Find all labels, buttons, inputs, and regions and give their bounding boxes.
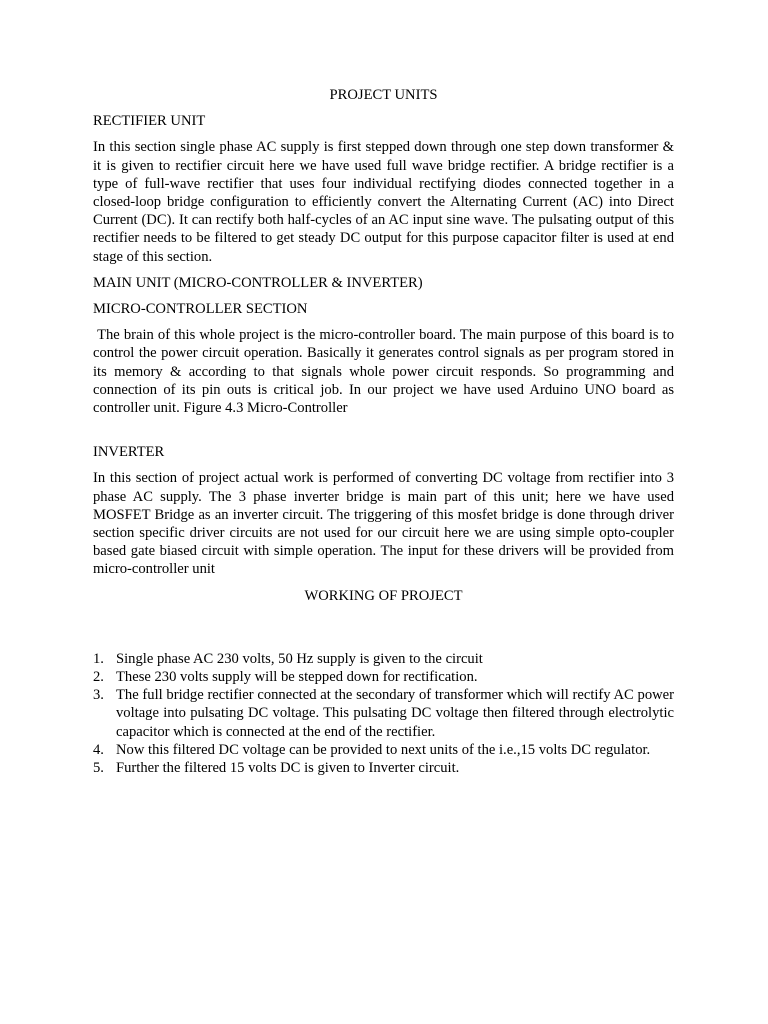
list-item-text: Further the filtered 15 volts DC is given to Inverter circuit. [116,760,460,777]
rectifier-paragraph: In this section single phase AC supply is first stepped down through one step down transformer & it is given to rectifier circuit here we have used full wave bridge rectifier. A bridge rectifier is a type of full-wave rectifier that uses four individual rectifying diodes connected together in a closed-loop bridge configuration to efficiently convert the Alternating Current (AC) into Direct Current (DC). It can rectify both half-cycles of an AC input sine wave. The pulsating output of this rectifier needs to be filtered to get steady DC output for this purpose capacitor filter is used at end stage of this section. [93,139,674,265]
inverter-heading: INVERTER [93,444,165,461]
rectifier-heading: RECTIFIER UNIT [93,113,206,130]
micro-controller-heading: MICRO-CONTROLLER SECTION [93,301,308,318]
list-item-number: 5. [93,760,104,777]
list-item-text: Single phase AC 230 volts, 50 Hz supply is given to the circuit [116,650,483,667]
list-item [93,741,674,759]
list-item-number: 4. [93,741,104,758]
page-title: PROJECT UNITS [329,87,438,103]
document-page [93,86,678,777]
working-title: WORKING OF PROJECT [304,587,463,604]
micro-controller-paragraph: The brain of this whole project is the micro-controller board. The main purpose of this board is to control the power circuit operation. Basically it generates control signals as per program stored in its memory & according to that signals whole power circuit responds. So programming and connection of its pin outs is critical job. In our project we have used Arduino UNO board as controller unit. Figure 4.3 Micro-Controller [93,327,678,417]
list-item [93,686,674,741]
list-item-text: The full bridge rectifier connected at the secondary of transformer which will rectify AC power voltage into pulsating DC voltage. This pulsating DC voltage then filtered through electrolytic capacitor which is connected at the end of the rectifier. [116,687,674,740]
list-item [93,759,674,777]
list-item [93,650,674,668]
main-unit-heading: MAIN UNIT (MICRO-CONTROLLER & INVERTER) [93,274,423,291]
list-item [93,668,674,686]
list-item-text: These 230 volts supply will be stepped down for rectification. [116,669,478,686]
inverter-paragraph: In this section of project actual work is performed of converting DC voltage from rectifier into 3 phase AC supply. The 3 phase inverter bridge is main part of this unit; here we have used MOSFET Bridge as an inverter circuit. The triggering of this mosfet bridge is done through driver section specific driver circuits are not used for our circuit here we are using simple opto-coupler based gate biased circuit with simple operation. The input for these drivers will be provided from micro-controller unit [93,470,674,578]
working-steps-list [93,650,674,777]
list-item-number: 3. [93,687,104,704]
list-item-number: 1. [93,650,104,667]
list-item-number: 2. [93,669,104,686]
list-item-text: Now this filtered DC voltage can be provided to next units of the i.e.,15 volts DC regulator. [116,741,651,758]
